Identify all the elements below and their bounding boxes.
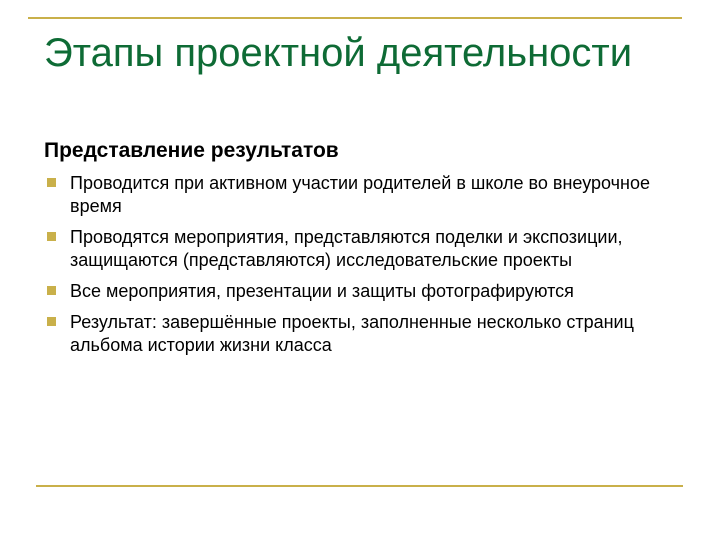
bottom-divider bbox=[36, 485, 683, 487]
bullet-item bbox=[44, 226, 684, 272]
slide-title: Этапы проектной деятельности bbox=[44, 31, 633, 75]
bullet-text: Проводятся мероприятия, представляются поделки и экспозиции, защищаются (представляются) исследовательские проекты bbox=[70, 227, 623, 270]
bullet-list bbox=[44, 172, 684, 357]
square-bullet-icon bbox=[47, 286, 56, 295]
bullet-text: Все мероприятия, презентации и защиты фотографируются bbox=[70, 281, 574, 301]
slide-content bbox=[44, 136, 684, 365]
bullet-item bbox=[44, 280, 684, 303]
square-bullet-icon bbox=[47, 232, 56, 241]
bullet-item bbox=[44, 311, 684, 357]
bullet-text: Проводится при активном участии родителей в школе во внеурочное время bbox=[70, 173, 650, 216]
top-divider bbox=[28, 17, 682, 19]
section-subtitle: Представление результатов bbox=[44, 139, 339, 162]
bullet-item bbox=[44, 172, 684, 218]
bullet-text: Результат: завершённые проекты, заполненные несколько страниц альбома истории жизни класса bbox=[70, 312, 634, 355]
square-bullet-icon bbox=[47, 178, 56, 187]
square-bullet-icon bbox=[47, 317, 56, 326]
